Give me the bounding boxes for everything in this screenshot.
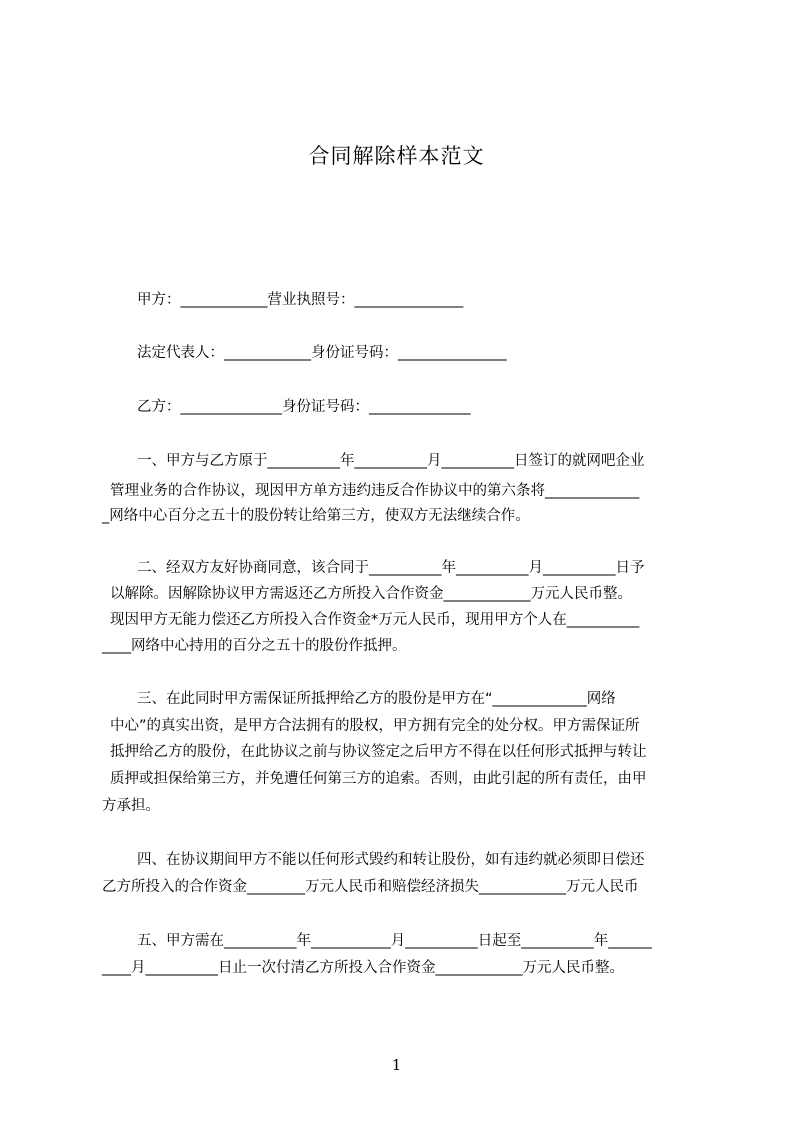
clause-1-line: _网络中心百分之五十的股份转让给第三方，使双方无法继续合作。 <box>102 508 530 524</box>
clause-4-line: 乙方所投入的合作资金________万元人民币和赔偿经济损失____________万元人民币 <box>102 879 639 895</box>
clause-3-line: 中心”的真实出资，是甲方合法拥有的股权，甲方拥有完全的处分权。甲方需保证所 <box>110 718 640 734</box>
clause-5-line: 五、甲方需在__________年___________月__________日起至__________年______ <box>137 933 652 949</box>
clause-3-line: 质押或担保给第三方，并免遭任何第三方的追索。否则，由此引起的所有责任，由甲 <box>110 771 647 787</box>
clause-1-line: 管理业务的合作协议，现因甲方单方违约违反合作协议中的第六条将_____________ <box>110 483 640 499</box>
clause-3-line: 抵押给乙方的股份，在此协议之前与协议签定之后甲方不得在以任何形式抵押与转让 <box>110 744 647 760</box>
clause-4-line: 四、在协议期间甲方不能以任何形式毁约和转让股份，如有违约就必须即日偿还 <box>137 852 645 868</box>
clause-1-line: 一、甲方与乙方原于__________年__________月__________日签订的就网吧企业 <box>137 453 645 469</box>
clause-3-line: 方承担。 <box>102 798 160 814</box>
clause-3-line: 三、在此同时甲方需保证所抵押给乙方的股份是甲方在“_____________网络 <box>137 691 616 707</box>
clause-2-line: 以解除。因解除协议甲方需返还乙方所投入合作资金____________万元人民币整。 <box>110 586 632 602</box>
page-title: 合同解除样本范文 <box>308 144 485 168</box>
legal-representative-line: 法定代表人：____________身份证号码：_______________ <box>137 345 507 361</box>
page-number: 1 <box>391 1056 402 1074</box>
party-b-line: 乙方：______________身份证号码：______________ <box>137 399 471 415</box>
party-a-line: 甲方：____________营业执照号：_______________ <box>137 292 464 308</box>
clause-2-line: 二、经双方友好协商同意，该合同于__________年__________月__________日予 <box>137 560 645 576</box>
clause-2-line: 现因甲方无能力偿还乙方所投入合作资金*万元人民币，现用甲方个人在__________ <box>110 612 640 628</box>
clause-5-line: ____月__________日止一次付清乙方所投入合作资金____________万元人民币整。 <box>102 960 624 976</box>
clause-2-line: ____网络中心持用的百分之五十的股份作抵押。 <box>102 638 407 654</box>
